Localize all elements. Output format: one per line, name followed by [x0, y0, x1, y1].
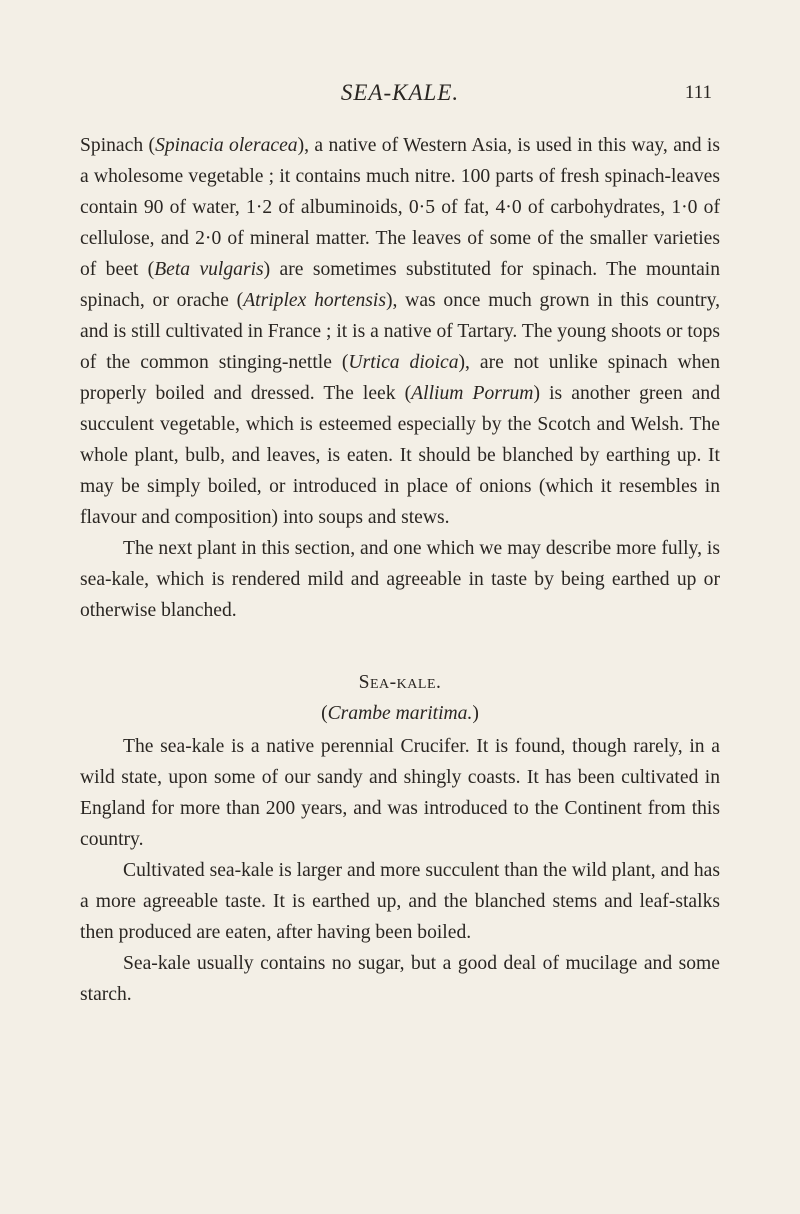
running-head: SEA-KALE. — [340, 80, 460, 105]
paragraph-next-plant: The next plant in this section, and one which we may describe more fully, is sea-kale, which is rendered mild and agreeable in taste by being earthed up or otherwise blanched. — [80, 538, 720, 621]
section-subheading — [80, 698, 720, 729]
page-header — [0, 76, 800, 110]
latin-name: Allium Porrum — [411, 383, 534, 404]
section-heading — [80, 667, 720, 698]
paragraph-spinach — [80, 130, 720, 533]
paren-close: ) — [472, 703, 479, 724]
paragraph-native: The sea-kale is a native perennial Crucifer. It is found, though rarely, in a wild state, upon some of our sandy and shingly coasts. It has been cultivated in England for more than 200 years, and was introduced to the Continent from this country. — [80, 736, 720, 850]
latin-name: Atriplex hortensis — [243, 290, 386, 311]
paragraph-composition: Sea-kale usually contains no sugar, but a good deal of mucilage and some starch. — [80, 953, 720, 1005]
page-number: 111 — [684, 82, 712, 103]
text-run: ) is another green and succulent vegetable, which is esteemed especially by the Scotch and Welsh. The whole plant, bulb, and leaves, is eaten. It should be blanched by earthing up. It may be simply boiled, or introduced in place of onions (which it resembles in flavour and composition) into soups and stews. — [80, 383, 721, 528]
text-run: Spinach ( — [80, 135, 156, 156]
paren-open: ( — [321, 703, 328, 724]
text-run: ) are sometimes substituted for spinach. The mountain spinach, or orache ( — [80, 259, 721, 311]
text-run: ), a native of Western Asia, is used in this way, and is a wholesome vegetable ; it contains much nitre. 100 parts of fresh spinach-leaves contain 90 of water, 1·2 of albuminoids, 0·5 of fat, 4·0 of carbohydrates, 1·0 of cellulose, and 2·0 of mineral matter. The leaves of some of the smaller varieties of beet ( — [80, 135, 720, 280]
text-run: ), are not unlike spinach when properly boiled and dressed. The leek ( — [80, 352, 721, 404]
latin-name: Spinacia oleracea — [155, 135, 298, 156]
section-heading-text: Sea-kale. — [358, 672, 442, 693]
paragraph-cultivated: Cultivated sea-kale is larger and more succulent than the wild plant, and has a more agreeable taste. It is earthed up, and the blanched stems and leaf-stalks then produced are eaten, after having been boiled. — [80, 860, 720, 943]
latin-name: Urtica dioica — [348, 352, 459, 373]
latin-name: Beta vulgaris — [154, 259, 264, 280]
text-run: ), was once much grown in this country, and is still cultivated in France ; it is a native of Tartary. The young shoots or tops of the common stinging-nettle ( — [80, 290, 720, 373]
latin-name: Crambe maritima. — [327, 703, 473, 724]
body-text — [80, 130, 720, 1010]
